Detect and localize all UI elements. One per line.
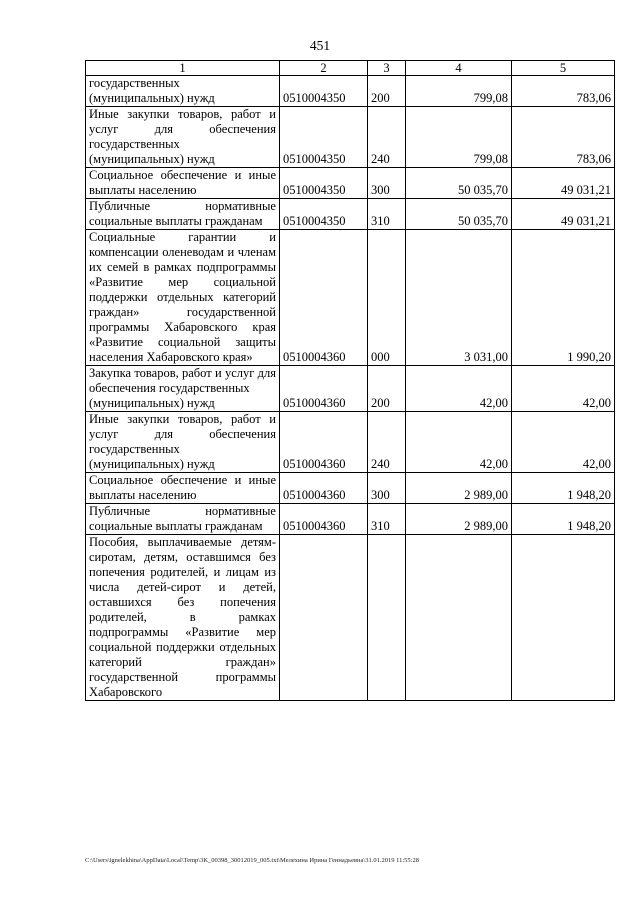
row-name: Публичные нормативные социальные выплаты гражданам [86,199,280,230]
amount-executed: 49 031,21 [512,199,615,230]
table-row [86,504,615,535]
row-name: Иные закупки товаров, работ и услуг для обеспечения государственных (муниципальных) нужд [86,412,280,473]
target-article-code [280,535,368,701]
expense-type-code: 310 [368,504,406,535]
amount-executed [512,535,615,701]
expense-type-code: 200 [368,76,406,107]
target-article-code: 0510004350 [280,107,368,168]
table-row [86,199,615,230]
target-article-code: 0510004360 [280,412,368,473]
table-row [86,230,615,366]
amount-executed: 42,00 [512,366,615,412]
amount-executed: 1 948,20 [512,504,615,535]
row-name: Закупка товаров, работ и услуг для обеспечения государственных (муниципальных) нужд [86,366,280,412]
row-name: Публичные нормативные социальные выплаты гражданам [86,504,280,535]
table-row [86,535,615,701]
row-name: государственных (муниципальных) нужд [86,76,280,107]
column-header: 5 [512,61,615,76]
expense-type-code: 200 [368,366,406,412]
target-article-code: 0510004360 [280,473,368,504]
amount-planned: 799,08 [406,76,512,107]
target-article-code: 0510004360 [280,230,368,366]
expense-type-code: 240 [368,107,406,168]
expense-type-code: 300 [368,168,406,199]
row-name: Социальное обеспечение и иные выплаты населению [86,168,280,199]
amount-planned: 2 989,00 [406,473,512,504]
table-row [86,412,615,473]
file-path-footer: C:\Users\ignelekhina\AppData\Local\Temp\3K_00398_30012019_005.txt\Мелехина Ирина Геннадьевна\31.01.2019 11:55:28 [85,857,419,864]
column-header: 4 [406,61,512,76]
target-article-code: 0510004350 [280,199,368,230]
column-header: 3 [368,61,406,76]
row-name: Иные закупки товаров, работ и услуг для обеспечения государственных (муниципальных) нужд [86,107,280,168]
table-row [86,168,615,199]
amount-planned: 799,08 [406,107,512,168]
amount-executed: 49 031,21 [512,168,615,199]
amount-planned: 2 989,00 [406,504,512,535]
table-row [86,107,615,168]
target-article-code: 0510004360 [280,366,368,412]
table-row [86,473,615,504]
target-article-code: 0510004350 [280,76,368,107]
expense-type-code: 000 [368,230,406,366]
amount-executed: 42,00 [512,412,615,473]
amount-planned: 50 035,70 [406,199,512,230]
column-header: 2 [280,61,368,76]
amount-planned: 42,00 [406,412,512,473]
amount-executed: 783,06 [512,76,615,107]
page-number: 451 [309,38,331,53]
amount-planned: 3 031,00 [406,230,512,366]
budget-table [85,60,615,701]
amount-planned: 42,00 [406,366,512,412]
row-name: Социальные гарантии и компенсации оленеводам и членам их семей в рамках подпрограммы «Развитие мер социальной поддержки отдельных категорий граждан» государственной программы Хабаровского края «Развитие социальной защиты населения Хабаровского края» [86,230,280,366]
expense-type-code [368,535,406,701]
expense-type-code: 300 [368,473,406,504]
row-name: Социальное обеспечение и иные выплаты населению [86,473,280,504]
amount-executed: 783,06 [512,107,615,168]
amount-planned [406,535,512,701]
amount-executed: 1 948,20 [512,473,615,504]
expense-type-code: 310 [368,199,406,230]
target-article-code: 0510004350 [280,168,368,199]
amount-planned: 50 035,70 [406,168,512,199]
table-header-row [86,61,615,76]
amount-executed: 1 990,20 [512,230,615,366]
row-name: Пособия, выплачиваемые детям-сиротам, детям, оставшимся без попечения родителей, и лицам из числа детей-сирот и детей, оставшихся без попечения родителей, в рамках подпрограммы «Развитие мер социальной поддержки отдельных категорий граждан» государственной программы Хабаровского [86,535,280,701]
target-article-code: 0510004360 [280,504,368,535]
expense-type-code: 240 [368,412,406,473]
table-row [86,366,615,412]
column-header: 1 [86,61,280,76]
table-row [86,76,615,107]
